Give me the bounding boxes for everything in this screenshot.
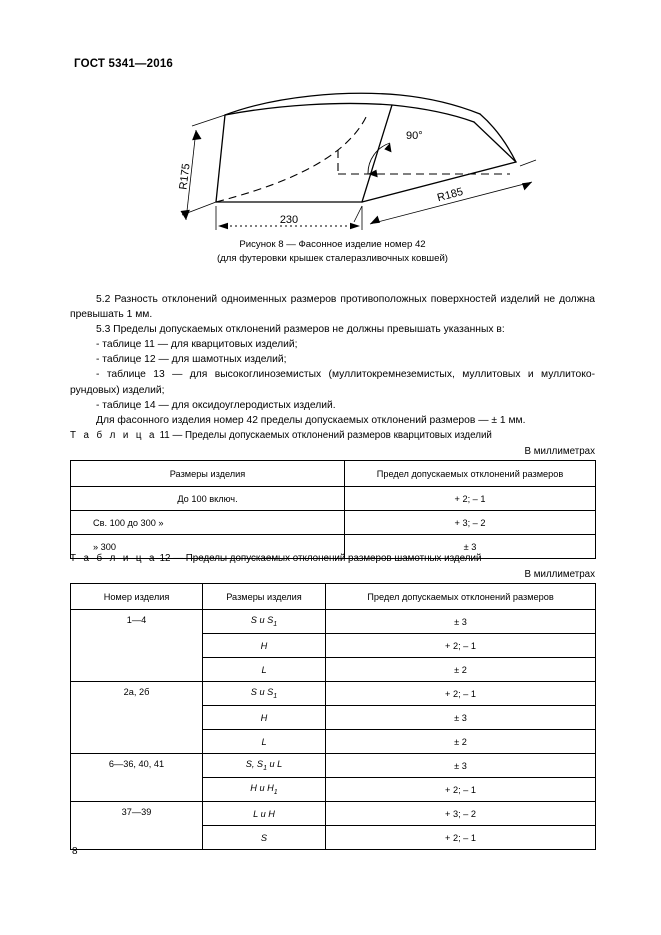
table-12-cell-limit: + 2; – 1 xyxy=(326,826,596,850)
table-12-cell-size: S, $S_1$ и L xyxy=(203,754,326,778)
table-12-cell-limit: + 3; – 2 xyxy=(326,802,596,826)
table-12-cell-size: S и $S_1$ xyxy=(203,682,326,706)
table-row xyxy=(71,682,596,706)
table-11-cell-size: » 300 xyxy=(71,535,345,559)
table-12-cell-limit: + 2; – 1 xyxy=(326,778,596,802)
table-12-cell-number: 37—39 xyxy=(71,802,203,850)
figure-caption xyxy=(70,238,595,266)
paragraph-5-3: 5.3 Пределы допускаемых отклонений размеров не должны превышать указанных в: xyxy=(96,324,505,336)
dimension-label-angle: 90° xyxy=(406,130,423,142)
figure-8-block xyxy=(70,82,595,266)
technical-drawing-figure-8 xyxy=(70,82,595,230)
list-item-table-14: - таблице 14 — для оксидоуглеродистых изделий. xyxy=(96,399,336,411)
table-12-cell-limit: + 2; – 1 xyxy=(326,682,596,706)
table-12-cell-limit: ± 3 xyxy=(326,754,596,778)
table-12 xyxy=(70,583,596,850)
table-12-cell-limit: ± 2 xyxy=(326,658,596,682)
table-11 xyxy=(70,460,596,559)
table-12-caption-number: 12 xyxy=(159,553,171,564)
table-11-block xyxy=(70,430,595,559)
table-12-cell-size: L xyxy=(203,658,326,682)
list-item-table-12: - таблице 12 — для шамотных изделий; xyxy=(96,354,287,366)
body-text-block xyxy=(70,292,595,428)
table-12-cell-size: S и $S_1$ xyxy=(203,610,326,634)
table-row xyxy=(71,610,596,634)
table-12-cell-size: L и H xyxy=(203,802,326,826)
table-12-header-limit: Предел допускаемых отклонений размеров xyxy=(326,584,596,610)
table-12-cell-size: H и $H_1$ xyxy=(203,778,326,802)
paragraph-figure-42-tolerance: Для фасонного изделия номер 42 пределы допускаемых отклонений размеров — ± 1 мм. xyxy=(96,414,526,426)
table-12-cell-limit: ± 3 xyxy=(326,706,596,730)
table-row xyxy=(71,511,596,535)
list-item-table-11: - таблице 11 — для кварцитовых изделий; xyxy=(96,339,298,351)
document-standard-header: ГОСТ 5341—2016 xyxy=(74,58,174,70)
table-12-cell-number: 6—36, 40, 41 xyxy=(71,754,203,802)
table-11-header-size: Размеры изделия xyxy=(71,461,345,487)
table-11-header-row xyxy=(71,461,596,487)
table-11-cell-size: Св. 100 до 300 » xyxy=(71,511,345,535)
dimension-label-230: 230 xyxy=(279,214,299,226)
table-11-cell-limit: + 2; – 1 xyxy=(345,487,596,511)
table-12-cell-limit: ± 2 xyxy=(326,730,596,754)
table-12-header-size: Размеры изделия xyxy=(203,584,326,610)
table-12-caption-text: — Пределы допускаемых отклонений размеров шамотных изделий xyxy=(173,553,482,564)
table-12-body xyxy=(71,610,596,850)
table-11-caption-text: — Пределы допускаемых отклонений размеров кварцитовых изделий xyxy=(172,430,492,441)
table-12-cell-limit: + 2; – 1 xyxy=(326,634,596,658)
table-12-cell-limit: ± 3 xyxy=(326,610,596,634)
list-item-table-13: - таблице 13 — для высокоглиноземистых (муллитокремнеземистых, муллитовых и муллитоко-рундовых) изделий; xyxy=(70,369,595,396)
dimension-label-r175: R175 xyxy=(177,162,193,191)
table-12-cell-size: S xyxy=(203,826,326,850)
table-12-cell-size: L xyxy=(203,730,326,754)
table-row xyxy=(71,802,596,826)
table-12-units: В миллиметрах xyxy=(524,569,595,580)
table-12-caption-prefix: Т а б л и ц а xyxy=(70,553,157,564)
dimension-label-r185: R185 xyxy=(435,185,465,205)
table-12-cell-size: H xyxy=(203,706,326,730)
table-11-caption-prefix: Т а б л и ц а xyxy=(70,430,157,441)
table-12-cell-number: 2а, 2б xyxy=(71,682,203,754)
table-11-units: В миллиметрах xyxy=(524,446,595,457)
figure-caption-line2: (для футеровки крышек сталеразливочных ковшей) xyxy=(216,253,449,264)
table-12-block xyxy=(70,553,595,850)
table-row xyxy=(71,487,596,511)
table-11-header-limit: Предел допускаемых отклонений размеров xyxy=(345,461,596,487)
page-number: 8 xyxy=(72,846,78,857)
table-12-caption xyxy=(70,553,595,564)
table-12-header-number: Номер изделия xyxy=(71,584,203,610)
table-11-caption-number: 11 xyxy=(159,430,170,441)
table-11-caption xyxy=(70,430,595,441)
table-11-cell-size: До 100 включ. xyxy=(71,487,345,511)
table-11-cell-limit: + 3; – 2 xyxy=(345,511,596,535)
table-12-cell-size: H xyxy=(203,634,326,658)
table-11-cell-limit: ± 3 xyxy=(345,535,596,559)
table-row xyxy=(71,754,596,778)
table-12-header-row xyxy=(71,584,596,610)
paragraph-5-2: 5.2 Разность отклонений одноименных размеров противоположных поверхностей изделий не должна превышать 1 мм. xyxy=(70,294,595,321)
table-12-cell-number: 1—4 xyxy=(71,610,203,682)
figure-caption-line1: Рисунок 8 — Фасонное изделие номер 42 xyxy=(239,239,426,250)
